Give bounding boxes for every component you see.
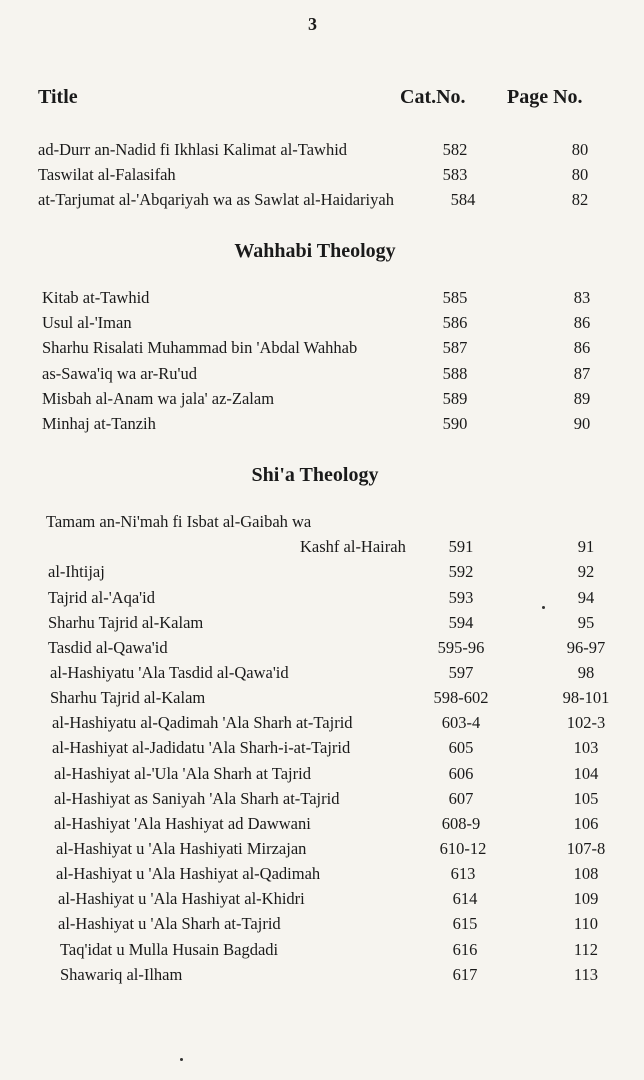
page-number: 3: [308, 14, 317, 34]
entry-title: al-Hashiyat u 'Ala Hashiyat al-Qadimah: [56, 864, 321, 883]
entry-cat-no: 591: [448, 537, 474, 556]
table-row: [0, 663, 644, 687]
table-row: [0, 638, 644, 662]
entry-page-no: 98: [577, 663, 595, 682]
table-row: [0, 190, 644, 214]
entry-page-no: 86: [573, 338, 591, 357]
entry-cat-no: 613: [450, 864, 476, 883]
entry-title: Taswilat al-Falasifah: [38, 165, 176, 184]
entry-cat-no: 606: [448, 764, 474, 783]
table-row: [0, 338, 644, 362]
table-row: [0, 688, 644, 712]
entry-title: Tasdid al-Qawa'id: [48, 638, 168, 657]
section-heading-wahhabi: Wahhabi Theology: [234, 240, 396, 262]
table-row: [0, 414, 644, 438]
entry-cat-no: 588: [442, 364, 468, 383]
entry-title: al-Hashiyat u 'Ala Hashiyati Mirzajan: [56, 839, 307, 858]
table-row: [0, 537, 644, 561]
entry-cat-no: 598-602: [433, 688, 489, 707]
entry-cat-no: 582: [442, 140, 468, 159]
table-row: [0, 288, 644, 312]
entry-cat-no: 590: [442, 414, 468, 433]
entry-page-no: 109: [573, 889, 599, 908]
entry-page-no: 106: [573, 814, 599, 833]
header-title: Title: [38, 86, 78, 108]
entry-title: al-Hashiyat al-Jadidatu 'Ala Sharh-i-at-Tajrid: [52, 738, 351, 757]
entry-page-no: 96-97: [566, 638, 606, 657]
entry-cat-no: 583: [442, 165, 468, 184]
entry-page-no: 103: [573, 738, 599, 757]
table-row: [0, 914, 644, 938]
table-row: [0, 713, 644, 737]
table-row: [0, 140, 644, 164]
table-row: [0, 389, 644, 413]
table-row: [0, 738, 644, 762]
entry-title: al-Hashiyatu al-Qadimah 'Ala Sharh at-Tajrid: [52, 713, 353, 732]
entry-page-no: 107-8: [566, 839, 606, 858]
entry-title: as-Sawa'iq wa ar-Ru'ud: [42, 364, 197, 383]
entry-cat-no: 589: [442, 389, 468, 408]
entry-cat-no: 605: [448, 738, 474, 757]
entry-page-no: 102-3: [566, 713, 606, 732]
entry-title: al-Hashiyat u 'Ala Hashiyat al-Khidri: [58, 889, 305, 908]
entry-cat-no: 593: [448, 588, 474, 607]
entry-page-no: 108: [573, 864, 599, 883]
entry-title: Sharhu Risalati Muhammad bin 'Abdal Wahhab: [42, 338, 358, 357]
entry-title: al-Hashiyat u 'Ala Sharh at-Tajrid: [58, 914, 281, 933]
table-row: [0, 613, 644, 637]
entry-page-no: 92: [577, 562, 595, 581]
entry-title: Kashf al-Hairah: [300, 537, 406, 556]
scan-speck: [542, 606, 545, 609]
table-row: [0, 864, 644, 888]
entry-title: Minhaj at-Tanzih: [42, 414, 156, 433]
entry-title: al-Hashiyat as Saniyah 'Ala Sharh at-Tajrid: [54, 789, 340, 808]
header-cat-no: Cat.No.: [400, 86, 466, 108]
table-row: [0, 562, 644, 586]
entry-cat-no: 616: [452, 940, 478, 959]
entry-page-no: 98-101: [562, 688, 610, 707]
entry-cat-no: 608-9: [441, 814, 481, 833]
entry-title: Shawariq al-Ilham: [60, 965, 183, 984]
table-row: [0, 839, 644, 863]
entry-title: al-Hashiyat al-'Ula 'Ala Sharh at Tajrid: [54, 764, 311, 783]
entry-cat-no: 586: [442, 313, 468, 332]
entry-cat-no: 585: [442, 288, 468, 307]
table-row: [0, 313, 644, 337]
entry-title: Tajrid al-'Aqa'id: [48, 588, 155, 607]
entry-cat-no: 610-12: [439, 839, 487, 858]
entry-page-no: 80: [571, 140, 589, 159]
entry-page-no: 110: [573, 914, 599, 933]
table-row: [0, 965, 644, 989]
entry-cat-no: 595-96: [437, 638, 485, 657]
entry-page-no: 112: [573, 940, 599, 959]
entry-title: al-Ihtijaj: [48, 562, 105, 581]
table-row: [0, 588, 644, 612]
section-heading-shia: Shi'a Theology: [251, 464, 379, 486]
entry-page-no: 94: [577, 588, 595, 607]
entry-page-no: 80: [571, 165, 589, 184]
entry-cat-no: 614: [452, 889, 478, 908]
entry-title-first-line: Tamam an-Ni'mah fi Isbat al-Gaibah wa: [46, 512, 312, 531]
entry-title: Taq'idat u Mulla Husain Bagdadi: [60, 940, 279, 959]
entry-page-no: 86: [573, 313, 591, 332]
entry-title: at-Tarjumat al-'Abqariyah wa as Sawlat al-Haidariyah: [38, 190, 394, 209]
entry-page-no: 90: [573, 414, 591, 433]
entry-title: Misbah al-Anam wa jala' az-Zalam: [42, 389, 275, 408]
entry-title: Sharhu Tajrid al-Kalam: [50, 688, 206, 707]
table-row: [0, 889, 644, 913]
entry-title: al-Hashiyat 'Ala Hashiyat ad Dawwani: [54, 814, 311, 833]
entry-title: al-Hashiyatu 'Ala Tasdid al-Qawa'id: [50, 663, 289, 682]
entry-page-no: 113: [573, 965, 599, 984]
table-row: [0, 940, 644, 964]
table-row: [0, 764, 644, 788]
entry-page-no: 105: [573, 789, 599, 808]
entry-cat-no: 587: [442, 338, 468, 357]
table-row: [0, 814, 644, 838]
column-header: [0, 86, 644, 116]
header-page-no: Page No.: [507, 86, 583, 108]
table-row: [0, 364, 644, 388]
entry-page-no: 87: [573, 364, 591, 383]
entry-cat-no: 607: [448, 789, 474, 808]
entry-cat-no: 617: [452, 965, 478, 984]
entry-cat-no: 615: [452, 914, 478, 933]
entry-page-no: 82: [571, 190, 589, 209]
entry-page-no: 104: [573, 764, 599, 783]
table-row-first-line: [0, 512, 644, 536]
entry-page-no: 95: [577, 613, 595, 632]
entry-cat-no: 584: [450, 190, 476, 209]
entry-cat-no: 592: [448, 562, 474, 581]
entry-cat-no: 594: [448, 613, 474, 632]
table-row: [0, 165, 644, 189]
entry-title: Usul al-'Iman: [42, 313, 132, 332]
entry-page-no: 89: [573, 389, 591, 408]
entry-cat-no: 603-4: [441, 713, 481, 732]
entry-cat-no: 597: [448, 663, 474, 682]
entry-title: Sharhu Tajrid al-Kalam: [48, 613, 204, 632]
scan-speck: [180, 1058, 183, 1061]
entry-page-no: 83: [573, 288, 591, 307]
entry-page-no: 91: [577, 537, 595, 556]
table-row: [0, 789, 644, 813]
entry-title: ad-Durr an-Nadid fi Ikhlasi Kalimat al-Tawhid: [38, 140, 348, 159]
entry-title: Kitab at-Tawhid: [42, 288, 150, 307]
